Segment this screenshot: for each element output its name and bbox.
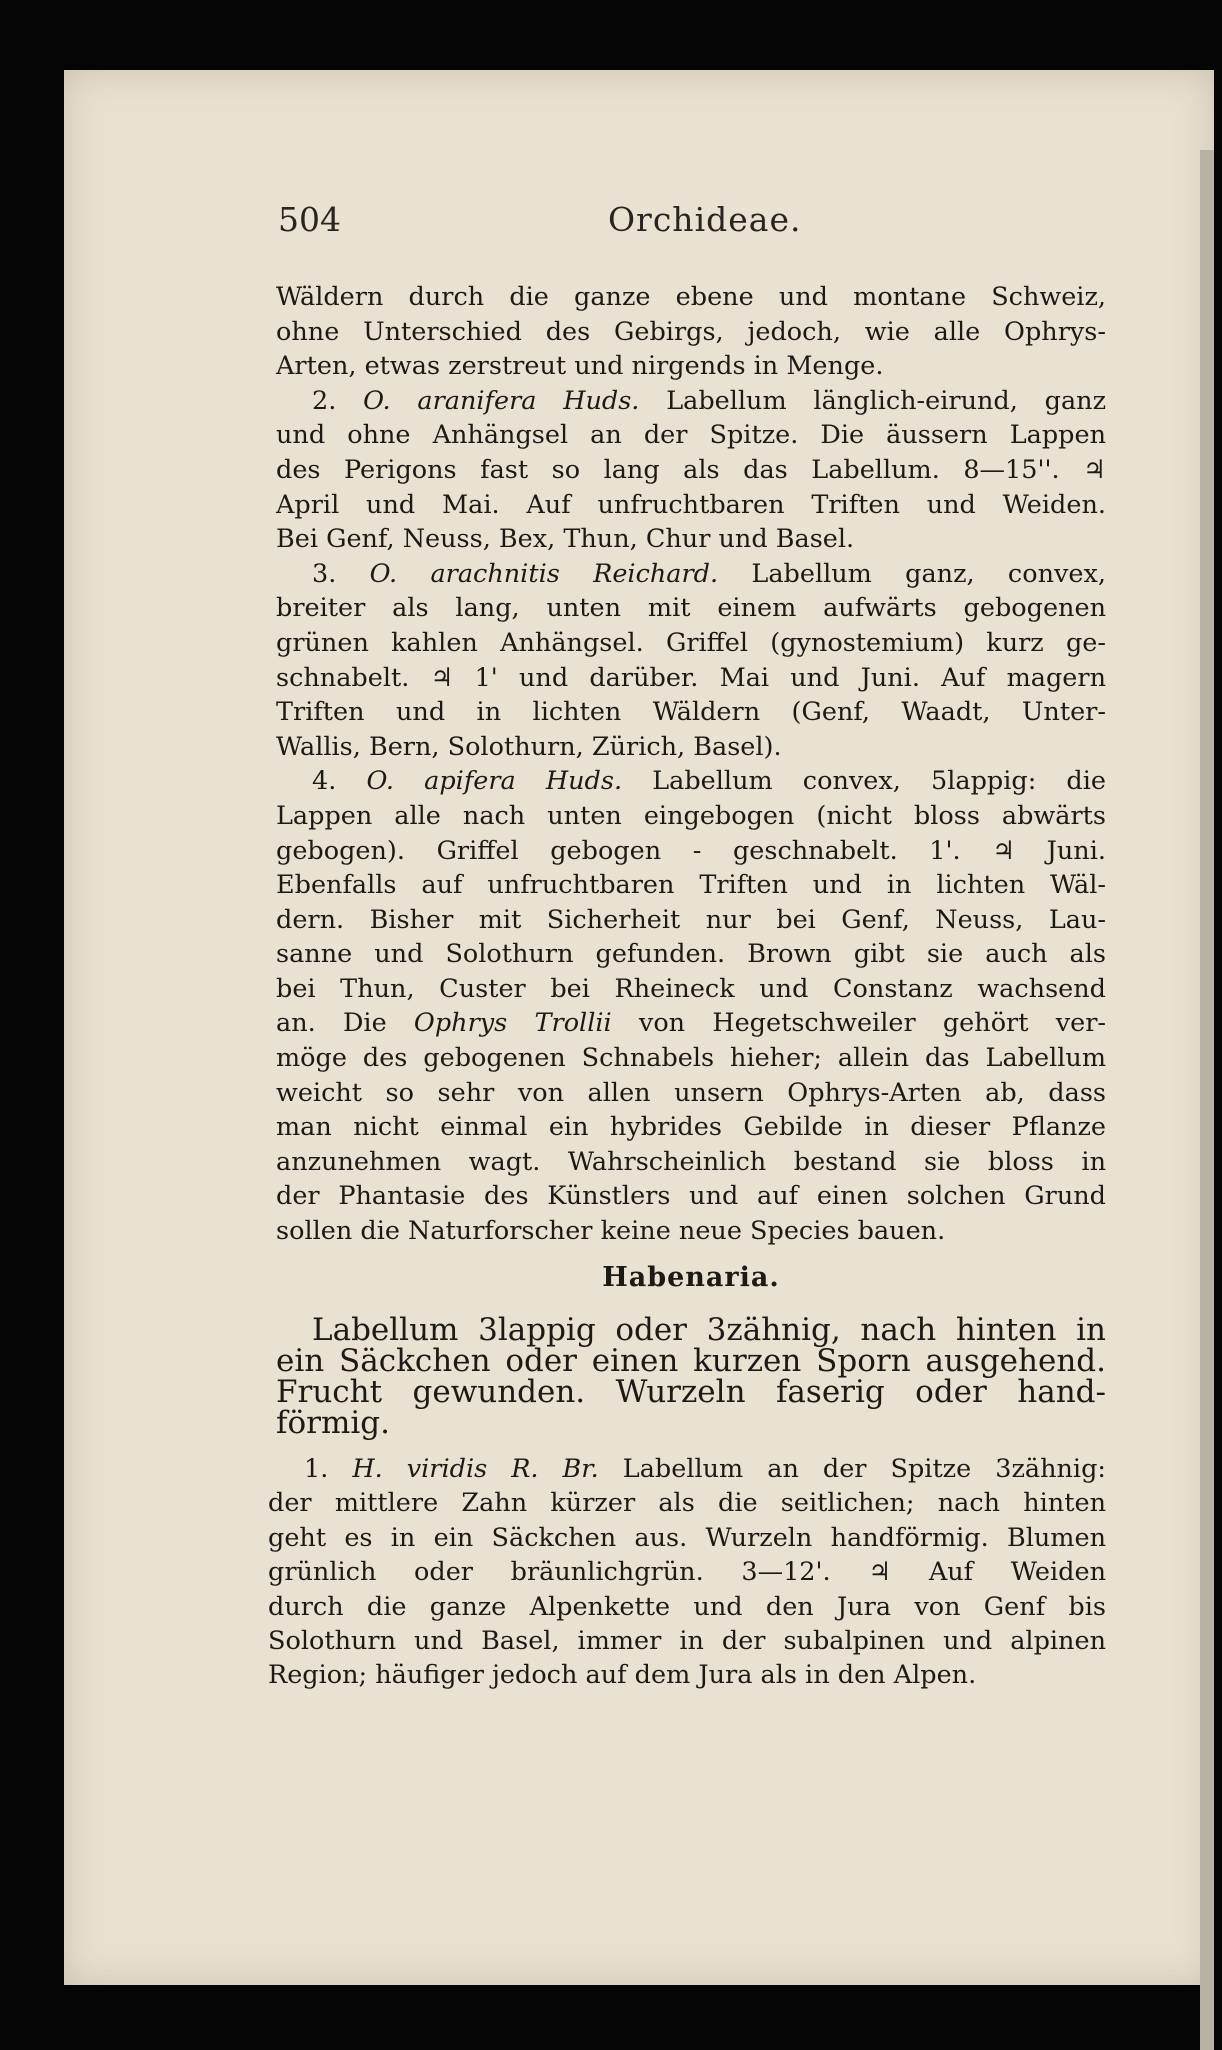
text-line: Labellum ganz, convex, bbox=[751, 558, 1106, 589]
text-line: Labellum an der Spitze 3zähnig: bbox=[622, 1454, 1107, 1484]
page-edge bbox=[1200, 150, 1214, 2050]
text-line: der mittlere Zahn kürzer als die seitlichen; nach hinten bbox=[268, 1488, 1106, 1519]
text-line: Bei Genf, Neuss, Bex, Thun, Chur und Basel. bbox=[276, 524, 855, 555]
text-line: breiter als lang, unten mit einem aufwärts gebogenen bbox=[276, 593, 1106, 624]
text-line: des Perigons fast so lang als das Labellum. 8—15''. ♃ bbox=[276, 454, 1106, 485]
species-entry-habenaria-1 bbox=[268, 1452, 1106, 1486]
text-fragment: an. Die bbox=[276, 1008, 387, 1039]
text-line: Wäldern durch die ganze ebene und montane Schweiz, bbox=[276, 282, 1106, 312]
genus-description bbox=[276, 1312, 1106, 1441]
text-line: der Phantasie des Künstlers und auf einen solchen Grund bbox=[276, 1181, 1106, 1212]
text-line: ohne Unterschied des Gebirgs, jedoch, wie alle Ophrys- bbox=[276, 316, 1106, 347]
species-entry-4 bbox=[276, 764, 1106, 799]
page-number: 504 bbox=[278, 200, 341, 239]
text-line: grünen kahlen Anhängsel. Griffel (gynostemium) kurz ge- bbox=[276, 627, 1106, 658]
text-line: bei Thun, Custer bei Rheineck und Constanz wachsend bbox=[276, 973, 1106, 1004]
text-line: ein Säckchen oder einen kurzen Sporn ausgehend. bbox=[276, 1343, 1106, 1379]
text-line: Labellum convex, 5lappig: die bbox=[652, 766, 1106, 797]
text-line: Labellum 3lappig oder 3zähnig, nach hinten in bbox=[312, 1312, 1106, 1348]
text-line: schnabelt. ♃ 1' und darüber. Mai und Juni. Auf magern bbox=[276, 662, 1106, 693]
text-line: man nicht einmal ein hybrides Gebilde in dieser Pflanze bbox=[276, 1112, 1106, 1143]
text-line: Lappen alle nach unten eingebogen (nicht bloss abwärts bbox=[276, 800, 1106, 831]
species-entry-2 bbox=[276, 384, 1106, 419]
text-line: Labellum länglich-eirund, ganz bbox=[666, 385, 1106, 416]
species-name: O. arachnitis Reichard. bbox=[369, 558, 719, 589]
section-heading: Habenaria. bbox=[602, 1262, 780, 1293]
text-line: geht es in ein Säckchen aus. Wurzeln handförmig. Blumen bbox=[268, 1522, 1106, 1553]
text-line: gebogen). Griffel gebogen - geschnabelt. 1'. ♃ Juni. bbox=[276, 835, 1106, 866]
text-line: sollen die Naturforscher keine neue Species bauen. bbox=[276, 1216, 946, 1247]
text-line: Arten, etwas zerstreut und nirgends in Menge. bbox=[276, 351, 884, 382]
species-name: H. viridis R. Br. bbox=[352, 1454, 599, 1484]
text-fragment: von Hegetschweiler gehört ver- bbox=[638, 1008, 1107, 1039]
text-line bbox=[276, 1006, 1106, 1041]
text-line: anzunehmen wagt. Wahrscheinlich bestand sie bloss in bbox=[276, 1146, 1106, 1177]
text-line: Triften und in lichten Wäldern (Genf, Waadt, Unter- bbox=[276, 697, 1106, 728]
species-name: Ophrys Trollii bbox=[413, 1008, 612, 1039]
text-line: Region; häufiger jedoch auf dem Jura als in den Alpen. bbox=[268, 1660, 977, 1691]
running-title: Orchideae. bbox=[608, 200, 802, 239]
text-line: förmig. bbox=[276, 1405, 390, 1441]
text-line: grünlich oder bräunlichgrün. 3—12'. ♃ Auf Weiden bbox=[268, 1557, 1106, 1588]
habenaria-entries bbox=[268, 1452, 1106, 1693]
text-line: durch die ganze Alpenkette und den Jura von Genf bis bbox=[268, 1591, 1106, 1622]
species-number: 4. bbox=[312, 766, 337, 797]
text-line: Frucht gewunden. Wurzeln faserig oder hand- bbox=[276, 1374, 1106, 1410]
text-line: Wallis, Bern, Solothurn, Zürich, Basel). bbox=[276, 731, 782, 762]
text-line: sanne und Solothurn gefunden. Brown gibt sie auch als bbox=[276, 939, 1106, 970]
text-line: dern. Bisher mit Sicherheit nur bei Genf, Neuss, Lau- bbox=[276, 904, 1106, 935]
text-line: Solothurn und Basel, immer in der subalpinen und alpinen bbox=[268, 1626, 1106, 1657]
species-number: 3. bbox=[312, 558, 337, 589]
text-line: April und Mai. Auf unfruchtbaren Triften und Weiden. bbox=[276, 489, 1106, 520]
species-number: 1. bbox=[304, 1454, 329, 1484]
text-line: und ohne Anhängsel an der Spitze. Die äussern Lappen bbox=[276, 420, 1106, 451]
running-header bbox=[278, 200, 1118, 250]
species-name: O. aranifera Huds. bbox=[363, 385, 640, 416]
text-line: Ebenfalls auf unfruchtbaren Triften und in lichten Wäl- bbox=[276, 870, 1106, 901]
text-line: weicht so sehr von allen unsern Ophrys-Arten ab, dass bbox=[276, 1077, 1106, 1108]
body-text bbox=[276, 280, 1106, 1249]
text-line: möge des gebogenen Schnabels hieher; allein das Labellum bbox=[276, 1043, 1106, 1074]
species-name: O. apifera Huds. bbox=[366, 766, 623, 797]
species-number: 2. bbox=[312, 385, 337, 416]
species-entry-3 bbox=[276, 557, 1106, 592]
